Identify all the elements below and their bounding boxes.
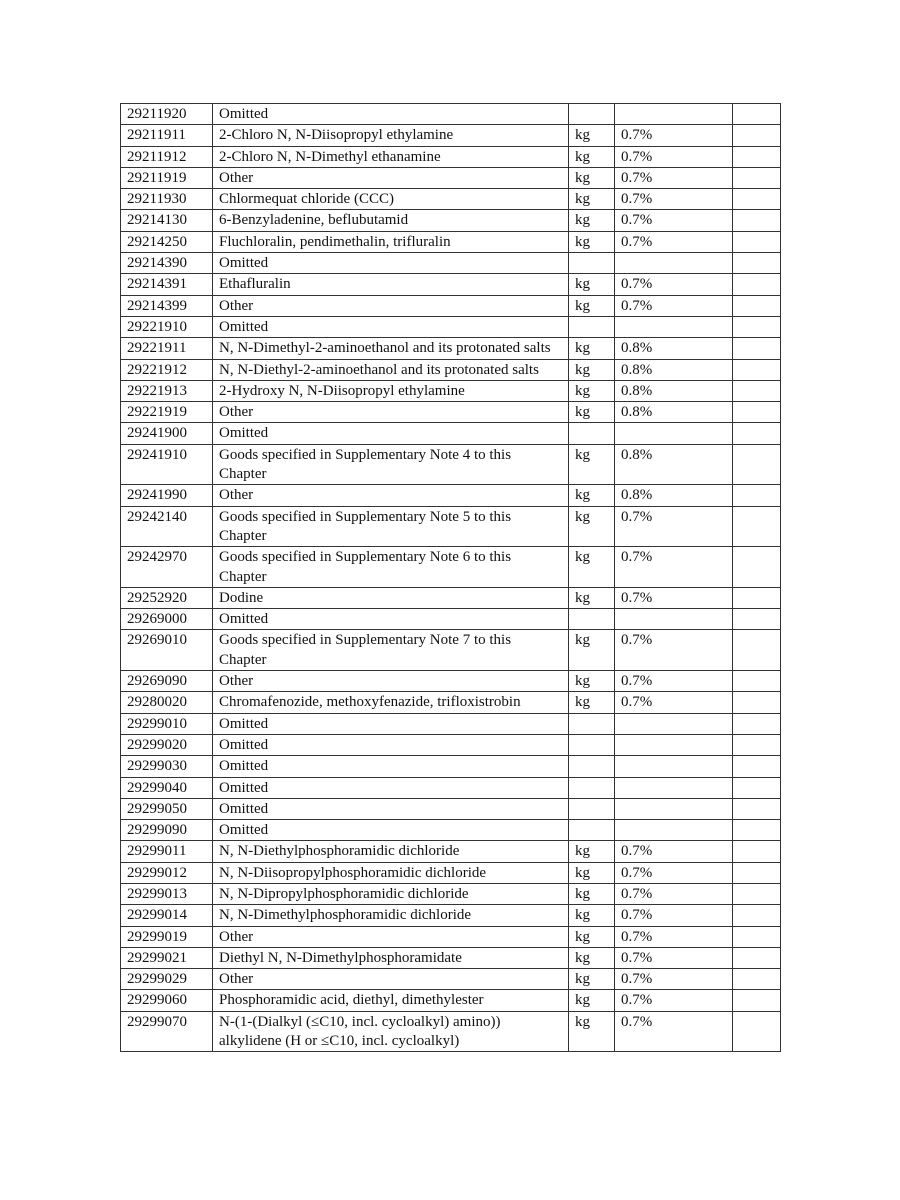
duty-rate-cell: 0.7% — [615, 189, 733, 210]
tariff-code-cell: 29211912 — [121, 146, 213, 167]
tariff-code-cell: 29242140 — [121, 506, 213, 547]
extra-cell — [733, 777, 781, 798]
description-cell: Omitted — [213, 609, 569, 630]
duty-rate-cell: 0.7% — [615, 1011, 733, 1052]
table-row — [121, 316, 781, 337]
extra-cell — [733, 926, 781, 947]
description-cell: N, N-Diethylphosphoramidic dichloride — [213, 841, 569, 862]
description-cell: Other — [213, 167, 569, 188]
tariff-code-cell: 29299029 — [121, 969, 213, 990]
extra-cell — [733, 990, 781, 1011]
table-row — [121, 359, 781, 380]
tariff-code-cell: 29299070 — [121, 1011, 213, 1052]
extra-cell — [733, 671, 781, 692]
tariff-code-cell: 29299040 — [121, 777, 213, 798]
duty-rate-cell: 0.8% — [615, 359, 733, 380]
table-row — [121, 295, 781, 316]
table-row — [121, 380, 781, 401]
tariff-table-body — [121, 104, 781, 1052]
extra-cell — [733, 734, 781, 755]
tariff-code-cell: 29299030 — [121, 756, 213, 777]
tariff-code-cell: 29221911 — [121, 338, 213, 359]
table-row — [121, 905, 781, 926]
unit-cell — [569, 609, 615, 630]
extra-cell — [733, 210, 781, 231]
unit-cell — [569, 777, 615, 798]
table-row — [121, 253, 781, 274]
unit-cell: kg — [569, 862, 615, 883]
duty-rate-cell: 0.7% — [615, 841, 733, 862]
unit-cell — [569, 820, 615, 841]
unit-cell: kg — [569, 630, 615, 671]
duty-rate-cell — [615, 798, 733, 819]
description-cell: Goods specified in Supplementary Note 5 to this Chapter — [213, 506, 569, 547]
tariff-code-cell: 29299090 — [121, 820, 213, 841]
extra-cell — [733, 338, 781, 359]
table-row — [121, 671, 781, 692]
extra-cell — [733, 444, 781, 485]
tariff-code-cell: 29299060 — [121, 990, 213, 1011]
extra-cell — [733, 104, 781, 125]
unit-cell: kg — [569, 947, 615, 968]
description-cell: 2-Hydroxy N, N-Diisopropyl ethylamine — [213, 380, 569, 401]
unit-cell: kg — [569, 359, 615, 380]
extra-cell — [733, 969, 781, 990]
tariff-code-cell: 29211911 — [121, 125, 213, 146]
description-cell: Other — [213, 402, 569, 423]
extra-cell — [733, 713, 781, 734]
extra-cell — [733, 862, 781, 883]
tariff-code-cell: 29241910 — [121, 444, 213, 485]
duty-rate-cell: 0.7% — [615, 990, 733, 1011]
table-row — [121, 820, 781, 841]
description-cell: Omitted — [213, 734, 569, 755]
extra-cell — [733, 841, 781, 862]
tariff-code-cell: 29214399 — [121, 295, 213, 316]
extra-cell — [733, 820, 781, 841]
tariff-code-cell: 29299010 — [121, 713, 213, 734]
duty-rate-cell: 0.7% — [615, 692, 733, 713]
duty-rate-cell: 0.7% — [615, 905, 733, 926]
duty-rate-cell: 0.7% — [615, 506, 733, 547]
extra-cell — [733, 905, 781, 926]
unit-cell — [569, 316, 615, 337]
description-cell: Diethyl N, N-Dimethylphosphoramidate — [213, 947, 569, 968]
tariff-code-cell: 29299050 — [121, 798, 213, 819]
table-row — [121, 274, 781, 295]
table-row — [121, 444, 781, 485]
duty-rate-cell — [615, 756, 733, 777]
tariff-code-cell: 29221910 — [121, 316, 213, 337]
tariff-code-cell: 29299012 — [121, 862, 213, 883]
description-cell: Other — [213, 926, 569, 947]
table-row — [121, 547, 781, 588]
tariff-code-cell: 29221913 — [121, 380, 213, 401]
duty-rate-cell: 0.7% — [615, 587, 733, 608]
duty-rate-cell — [615, 253, 733, 274]
tariff-code-cell: 29299021 — [121, 947, 213, 968]
description-cell: Omitted — [213, 756, 569, 777]
tariff-code-cell: 29280020 — [121, 692, 213, 713]
description-cell: Ethafluralin — [213, 274, 569, 295]
duty-rate-cell: 0.7% — [615, 671, 733, 692]
table-row — [121, 125, 781, 146]
table-row — [121, 210, 781, 231]
description-cell: Other — [213, 295, 569, 316]
description-cell: Omitted — [213, 253, 569, 274]
duty-rate-cell: 0.7% — [615, 210, 733, 231]
duty-rate-cell — [615, 104, 733, 125]
tariff-code-cell: 29299014 — [121, 905, 213, 926]
unit-cell: kg — [569, 547, 615, 588]
description-cell: Dodine — [213, 587, 569, 608]
table-row — [121, 104, 781, 125]
table-row — [121, 883, 781, 904]
duty-rate-cell: 0.7% — [615, 862, 733, 883]
extra-cell — [733, 359, 781, 380]
description-cell: Omitted — [213, 713, 569, 734]
unit-cell: kg — [569, 231, 615, 252]
duty-rate-cell: 0.8% — [615, 380, 733, 401]
table-row — [121, 146, 781, 167]
tariff-code-cell: 29269010 — [121, 630, 213, 671]
unit-cell: kg — [569, 969, 615, 990]
unit-cell: kg — [569, 485, 615, 506]
tariff-code-cell: 29214250 — [121, 231, 213, 252]
duty-rate-cell — [615, 820, 733, 841]
tariff-code-cell: 29299013 — [121, 883, 213, 904]
tariff-code-cell: 29211920 — [121, 104, 213, 125]
table-row — [121, 692, 781, 713]
table-row — [121, 609, 781, 630]
table-row — [121, 506, 781, 547]
description-cell: Goods specified in Supplementary Note 6 to this Chapter — [213, 547, 569, 588]
extra-cell — [733, 947, 781, 968]
duty-rate-cell — [615, 777, 733, 798]
duty-rate-cell: 0.7% — [615, 295, 733, 316]
extra-cell — [733, 423, 781, 444]
unit-cell — [569, 423, 615, 444]
duty-rate-cell: 0.7% — [615, 547, 733, 588]
extra-cell — [733, 253, 781, 274]
extra-cell — [733, 380, 781, 401]
unit-cell: kg — [569, 444, 615, 485]
table-row — [121, 231, 781, 252]
description-cell: Omitted — [213, 820, 569, 841]
unit-cell: kg — [569, 146, 615, 167]
table-row — [121, 1011, 781, 1052]
tariff-code-cell: 29299019 — [121, 926, 213, 947]
unit-cell: kg — [569, 402, 615, 423]
extra-cell — [733, 756, 781, 777]
duty-rate-cell: 0.7% — [615, 167, 733, 188]
duty-rate-cell — [615, 423, 733, 444]
tariff-code-cell: 29269000 — [121, 609, 213, 630]
table-row — [121, 713, 781, 734]
table-row — [121, 990, 781, 1011]
unit-cell: kg — [569, 692, 615, 713]
unit-cell: kg — [569, 380, 615, 401]
extra-cell — [733, 485, 781, 506]
table-row — [121, 841, 781, 862]
table-row — [121, 338, 781, 359]
tariff-code-cell: 29214390 — [121, 253, 213, 274]
table-row — [121, 189, 781, 210]
tariff-table — [120, 103, 781, 1052]
table-row — [121, 630, 781, 671]
duty-rate-cell: 0.7% — [615, 630, 733, 671]
description-cell: Chromafenozide, methoxyfenazide, trifloxistrobin — [213, 692, 569, 713]
table-row — [121, 862, 781, 883]
extra-cell — [733, 883, 781, 904]
unit-cell: kg — [569, 167, 615, 188]
description-cell: Chlormequat chloride (CCC) — [213, 189, 569, 210]
description-cell: 6-Benzyladenine, beflubutamid — [213, 210, 569, 231]
duty-rate-cell — [615, 713, 733, 734]
unit-cell: kg — [569, 295, 615, 316]
table-row — [121, 969, 781, 990]
extra-cell — [733, 1011, 781, 1052]
description-cell: N-(1-(Dialkyl (≤C10, incl. cycloalkyl) amino)) alkylidene (H or ≤C10, incl. cycloalkyl) — [213, 1011, 569, 1052]
tariff-code-cell: 29299020 — [121, 734, 213, 755]
tariff-code-cell: 29221919 — [121, 402, 213, 423]
duty-rate-cell — [615, 609, 733, 630]
table-row — [121, 485, 781, 506]
extra-cell — [733, 316, 781, 337]
duty-rate-cell: 0.8% — [615, 338, 733, 359]
table-row — [121, 798, 781, 819]
unit-cell: kg — [569, 210, 615, 231]
description-cell: Fluchloralin, pendimethalin, trifluralin — [213, 231, 569, 252]
extra-cell — [733, 609, 781, 630]
unit-cell: kg — [569, 990, 615, 1011]
table-row — [121, 777, 781, 798]
unit-cell — [569, 798, 615, 819]
tariff-code-cell: 29299011 — [121, 841, 213, 862]
unit-cell: kg — [569, 506, 615, 547]
unit-cell: kg — [569, 926, 615, 947]
description-cell: Goods specified in Supplementary Note 7 to this Chapter — [213, 630, 569, 671]
table-row — [121, 402, 781, 423]
duty-rate-cell: 0.7% — [615, 969, 733, 990]
extra-cell — [733, 146, 781, 167]
table-row — [121, 947, 781, 968]
duty-rate-cell: 0.7% — [615, 274, 733, 295]
extra-cell — [733, 231, 781, 252]
description-cell: Other — [213, 969, 569, 990]
description-cell: Omitted — [213, 798, 569, 819]
unit-cell — [569, 756, 615, 777]
extra-cell — [733, 274, 781, 295]
description-cell: Goods specified in Supplementary Note 4 to this Chapter — [213, 444, 569, 485]
table-row — [121, 756, 781, 777]
unit-cell — [569, 104, 615, 125]
table-row — [121, 423, 781, 444]
duty-rate-cell: 0.7% — [615, 125, 733, 146]
extra-cell — [733, 295, 781, 316]
description-cell: Other — [213, 671, 569, 692]
extra-cell — [733, 402, 781, 423]
extra-cell — [733, 630, 781, 671]
tariff-code-cell: 29211919 — [121, 167, 213, 188]
description-cell: N, N-Diisopropylphosphoramidic dichloride — [213, 862, 569, 883]
table-row — [121, 587, 781, 608]
unit-cell: kg — [569, 841, 615, 862]
duty-rate-cell: 0.7% — [615, 883, 733, 904]
description-cell: N, N-Diethyl-2-aminoethanol and its protonated salts — [213, 359, 569, 380]
description-cell: Omitted — [213, 777, 569, 798]
table-row — [121, 926, 781, 947]
tariff-code-cell: 29241990 — [121, 485, 213, 506]
description-cell: Phosphoramidic acid, diethyl, dimethylester — [213, 990, 569, 1011]
extra-cell — [733, 167, 781, 188]
duty-rate-cell: 0.7% — [615, 231, 733, 252]
duty-rate-cell: 0.8% — [615, 444, 733, 485]
tariff-code-cell: 29211930 — [121, 189, 213, 210]
tariff-code-cell: 29241900 — [121, 423, 213, 444]
duty-rate-cell — [615, 316, 733, 337]
unit-cell: kg — [569, 274, 615, 295]
unit-cell — [569, 734, 615, 755]
description-cell: 2-Chloro N, N-Dimethyl ethanamine — [213, 146, 569, 167]
duty-rate-cell: 0.7% — [615, 146, 733, 167]
description-cell: Omitted — [213, 423, 569, 444]
description-cell: 2-Chloro N, N-Diisopropyl ethylamine — [213, 125, 569, 146]
duty-rate-cell: 0.8% — [615, 402, 733, 423]
description-cell: Other — [213, 485, 569, 506]
unit-cell: kg — [569, 125, 615, 146]
description-cell: N, N-Dipropylphosphoramidic dichloride — [213, 883, 569, 904]
unit-cell: kg — [569, 905, 615, 926]
extra-cell — [733, 125, 781, 146]
unit-cell: kg — [569, 189, 615, 210]
unit-cell: kg — [569, 883, 615, 904]
extra-cell — [733, 506, 781, 547]
tariff-code-cell: 29214391 — [121, 274, 213, 295]
description-cell: N, N-Dimethyl-2-aminoethanol and its protonated salts — [213, 338, 569, 359]
extra-cell — [733, 692, 781, 713]
tariff-code-cell: 29242970 — [121, 547, 213, 588]
description-cell: N, N-Dimethylphosphoramidic dichloride — [213, 905, 569, 926]
description-cell: Omitted — [213, 316, 569, 337]
description-cell: Omitted — [213, 104, 569, 125]
unit-cell: kg — [569, 671, 615, 692]
duty-rate-cell: 0.8% — [615, 485, 733, 506]
unit-cell: kg — [569, 1011, 615, 1052]
unit-cell: kg — [569, 338, 615, 359]
extra-cell — [733, 189, 781, 210]
tariff-code-cell: 29269090 — [121, 671, 213, 692]
tariff-code-cell: 29252920 — [121, 587, 213, 608]
extra-cell — [733, 547, 781, 588]
unit-cell: kg — [569, 587, 615, 608]
extra-cell — [733, 798, 781, 819]
unit-cell — [569, 713, 615, 734]
table-row — [121, 167, 781, 188]
duty-rate-cell — [615, 734, 733, 755]
tariff-code-cell: 29221912 — [121, 359, 213, 380]
duty-rate-cell: 0.7% — [615, 947, 733, 968]
duty-rate-cell: 0.7% — [615, 926, 733, 947]
unit-cell — [569, 253, 615, 274]
tariff-code-cell: 29214130 — [121, 210, 213, 231]
table-row — [121, 734, 781, 755]
extra-cell — [733, 587, 781, 608]
